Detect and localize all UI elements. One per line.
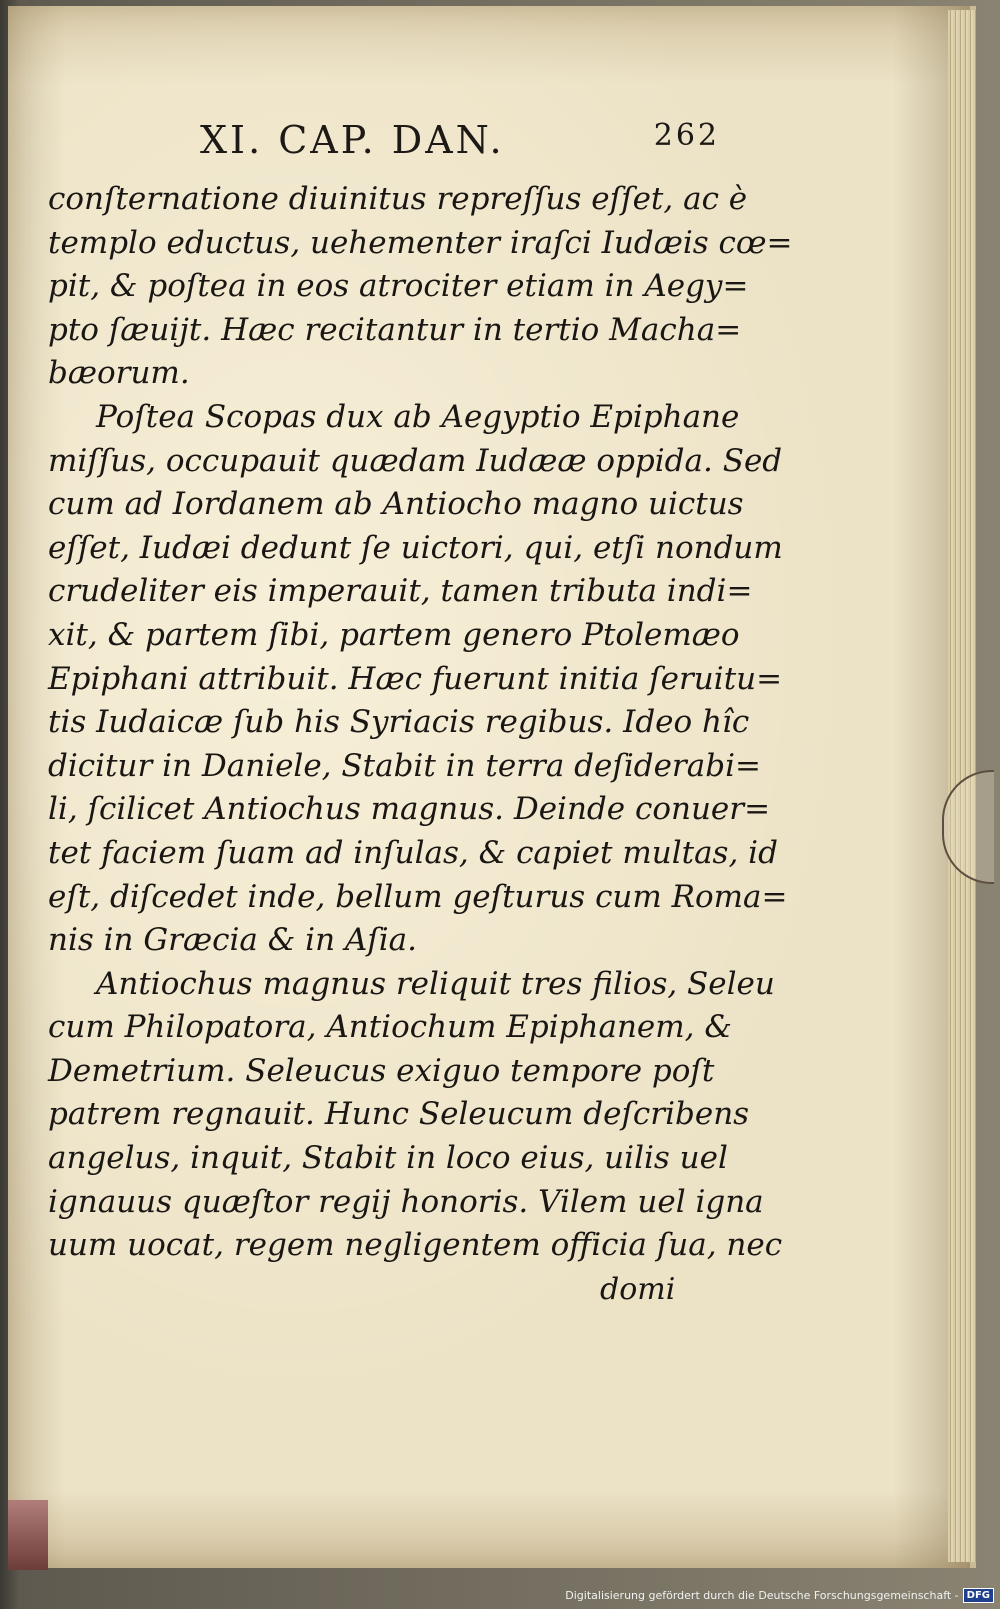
text-line: cum Philopatora, Antiochum Epiphanem, & (48, 1009, 732, 1046)
text-line: nis in Græcia & in Aſia. (48, 922, 418, 959)
text-line: uum uocat, regem negligentem officia ſua, nec (48, 1227, 783, 1264)
text-line: crudeliter eis imperauit, tamen tributa indi= (48, 573, 753, 610)
text-line: angelus, inquit, Stabit in loco eius, uilis uel (48, 1140, 728, 1177)
body-text (48, 178, 793, 1268)
credit-text: Digitalisierung gefördert durch die Deutsche Forschungsgemeinschaft - (565, 1588, 959, 1602)
text-line: pit, & poſtea in eos atrociter etiam in Aegy= (48, 268, 749, 305)
text-line: pto ſæuijt. Hæc recitantur in tertio Macha= (48, 311, 742, 348)
text-line: eſt, diſcedet inde, bellum geſturus cum Roma= (48, 878, 788, 915)
text-line: bæorum. (48, 355, 190, 392)
digitization-credit (565, 1585, 994, 1605)
text-line: ignauus quæſtor regij honoris. Vilem uel igna (48, 1183, 764, 1220)
text-line: tis Iudaicæ ſub his Syriacis regibus. Ideo hîc (48, 704, 750, 741)
text-line: templo eductus, uehementer iraſci Iudæis cœ= (48, 224, 793, 261)
catchword: domi (600, 1272, 676, 1307)
text-line: tet faciem ſuam ad inſulas, & capiet multas, id (48, 834, 778, 871)
text-line: Epiphani attribuit. Hæc fuerunt initia ſeruitu= (48, 660, 783, 697)
text-line: xit, & partem ſibi, partem genero Ptolemæo (48, 616, 740, 653)
folio-number: 262 (653, 118, 720, 153)
text-line: dicitur in Daniele, Stabit in terra deſiderabi= (48, 747, 761, 784)
text-line: Demetrium. Seleucus exiguo tempore poſt (48, 1052, 715, 1089)
text-line: miſſus, occupauit quædam Iudææ oppida. Sed (48, 442, 783, 479)
binding-corner (8, 1500, 48, 1570)
running-head (200, 118, 720, 168)
dfg-logo: DFG (963, 1588, 994, 1603)
text-line: conſternatione diuinitus repreſſus eſſet, ac è (48, 181, 748, 217)
text-line: li, ſcilicet Antiochus magnus. Deinde conuer= (48, 791, 771, 828)
text-line: Antiochus magnus reliquit tres filios, Seleu (96, 965, 775, 1002)
text-line: eſſet, Iudæi dedunt ſe uictori, qui, etſi nondum (48, 529, 783, 566)
text-line: patrem regnauit. Hunc Seleucum deſcribens (48, 1096, 750, 1133)
running-head-title: XI. CAP. DAN. (200, 118, 505, 162)
text-line: cum ad Iordanem ab Antiocho magno uictus (48, 486, 744, 523)
text-line: Poſtea Scopas dux ab Aegyptio Epiphane (96, 398, 740, 435)
